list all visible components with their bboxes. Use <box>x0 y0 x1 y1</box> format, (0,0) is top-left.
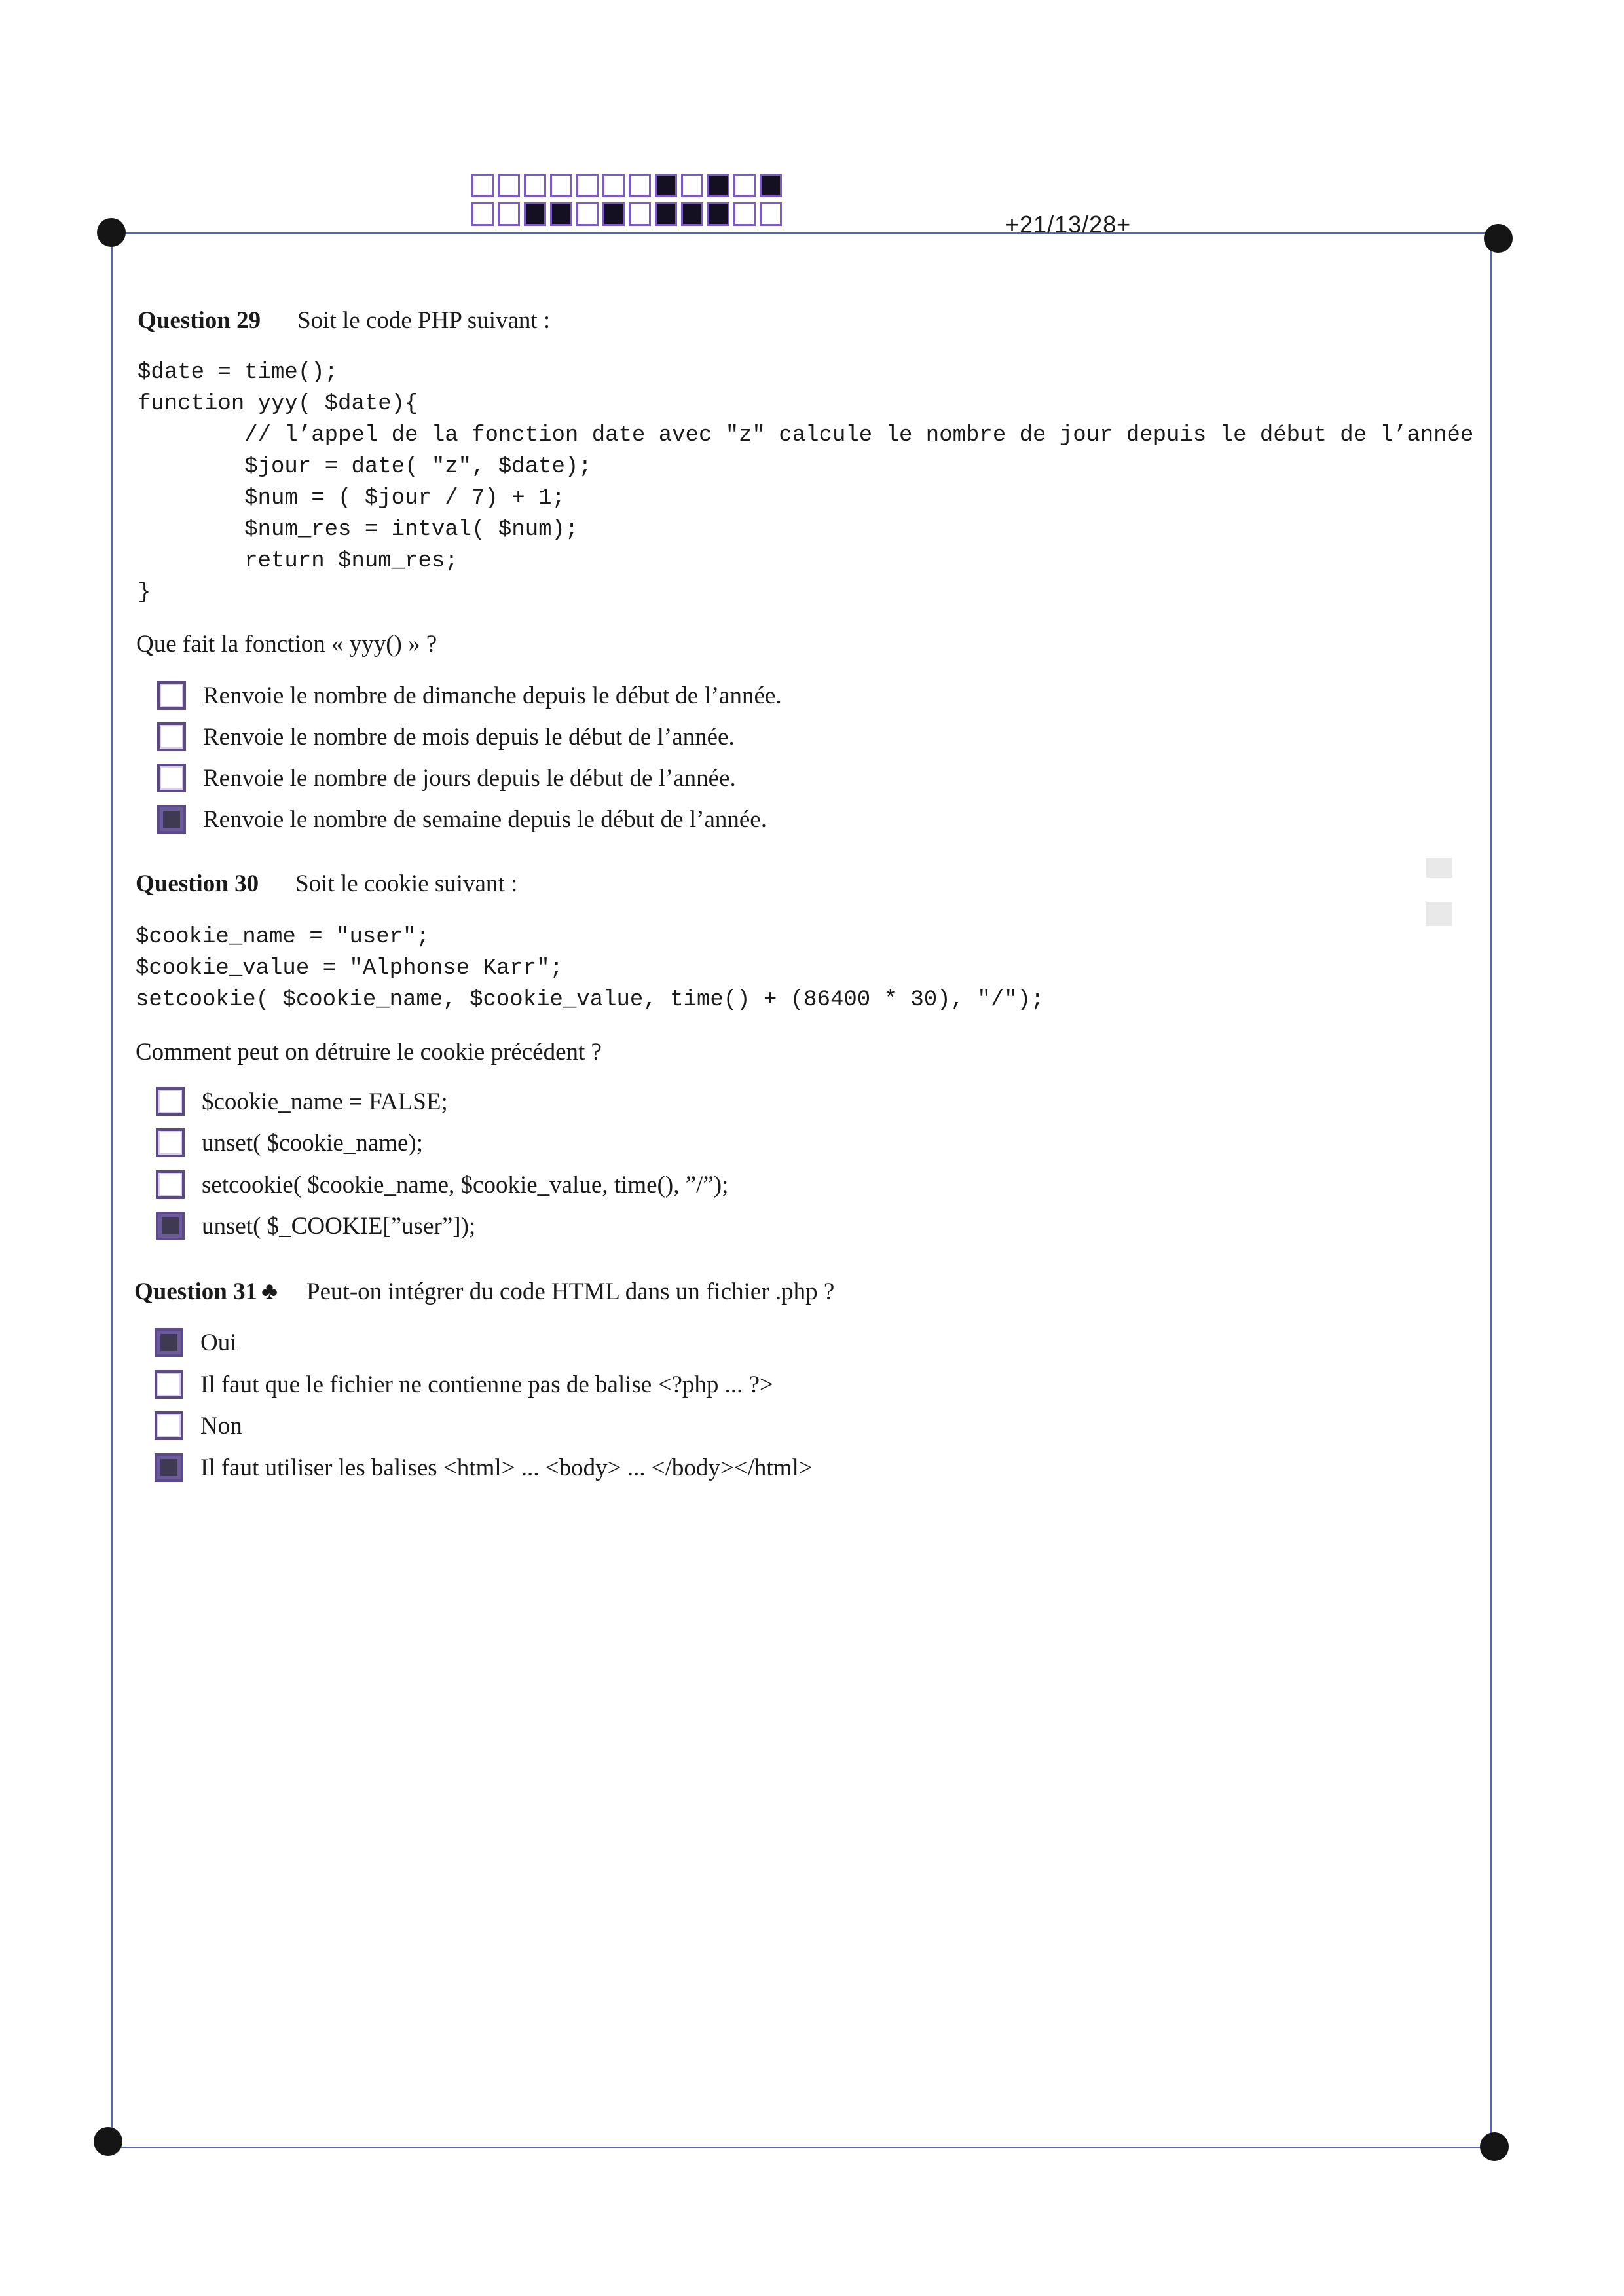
barcode-cell <box>550 174 572 197</box>
question-title: Soit le cookie suivant : <box>295 870 518 897</box>
barcode-cell <box>733 174 756 197</box>
question-number: Question 29 <box>138 307 261 334</box>
barcode-cell <box>655 174 677 197</box>
answer-checkbox-checked[interactable] <box>157 805 186 834</box>
barcode-cell <box>602 202 625 226</box>
answer-label: Renvoie le nombre de jours depuis le début de l’année. <box>203 764 736 792</box>
barcode-cell <box>524 202 546 226</box>
answer-checkbox[interactable] <box>156 1087 185 1116</box>
php-code-block: $date = time(); function yyy( $date){ // l’appel de la fonction date avec "z" calcule le nombre de jour depuis le début de l’année $jour = date( "z", $date); $num = ( $jour / 7) + 1; $num_res = intval( $num); return $num_res; } <box>138 360 1474 605</box>
answer-label: unset( $cookie_name); <box>202 1129 424 1157</box>
barcode-cell <box>471 174 494 197</box>
corner-marker-top-right <box>1484 224 1513 253</box>
barcode-cell <box>524 174 546 197</box>
answer-checkbox-checked[interactable] <box>155 1453 183 1482</box>
answer-option[interactable] <box>155 1370 773 1399</box>
answer-checkbox[interactable] <box>155 1411 183 1440</box>
question-29-heading <box>138 306 550 335</box>
corner-marker-bottom-right <box>1480 2132 1509 2161</box>
answer-label: Oui <box>200 1329 237 1356</box>
php-code-block: $cookie_name = "user"; $cookie_value = "Alphonse Karr"; setcookie( $cookie_name, $cookie_value, time() + (86400 * 30), "/"); <box>136 925 1044 1012</box>
club-icon: ♣ <box>261 1278 278 1305</box>
answer-option[interactable] <box>155 1328 237 1357</box>
barcode-cell <box>655 202 677 226</box>
answer-option[interactable] <box>156 1087 448 1116</box>
answer-option[interactable] <box>157 764 736 792</box>
question-prompt: Comment peut on détruire le cookie précédent ? <box>136 1039 602 1065</box>
barcode-cell <box>681 174 703 197</box>
answer-label: Renvoie le nombre de mois depuis le début de l’année. <box>203 723 735 750</box>
question-number: Question 31 <box>134 1278 258 1305</box>
answer-option[interactable] <box>156 1212 475 1240</box>
question-prompt: Que fait la fonction « yyy() » ? <box>136 631 437 657</box>
answer-option[interactable] <box>157 805 767 834</box>
barcode-cell <box>760 174 782 197</box>
question-30-heading <box>136 870 517 898</box>
answer-label: Il faut utiliser les balises <html> ... <body> ... </body></html> <box>200 1454 813 1481</box>
answer-checkbox[interactable] <box>157 722 186 751</box>
answer-label: Il faut que le fichier ne contienne pas de balise <?php ... ?> <box>200 1371 773 1398</box>
barcode-cell <box>602 174 625 197</box>
answer-option[interactable] <box>156 1170 728 1199</box>
answer-checkbox[interactable] <box>156 1170 185 1199</box>
barcode-cell <box>576 202 599 226</box>
answer-label: Renvoie le nombre de semaine depuis le début de l’année. <box>203 805 767 833</box>
answer-option[interactable] <box>157 681 782 710</box>
answer-checkbox-checked[interactable] <box>156 1212 185 1240</box>
answer-label: setcookie( $cookie_name, $cookie_value, time(), ”/”); <box>202 1171 729 1198</box>
answer-label: $cookie_name = FALSE; <box>202 1088 448 1115</box>
question-number: Question 30 <box>136 870 259 897</box>
barcode-cell <box>498 202 520 226</box>
barcode-row-top <box>471 174 786 197</box>
answer-label: unset( $_COOKIE[”user”]); <box>202 1212 476 1240</box>
answer-checkbox[interactable] <box>157 681 186 710</box>
answer-checkbox[interactable] <box>155 1370 183 1399</box>
barcode-cell <box>471 202 494 226</box>
page-identifier: +21/13/28+ <box>1005 211 1132 238</box>
barcode-cell <box>498 174 520 197</box>
answer-label: Non <box>200 1412 242 1439</box>
barcode-row-bottom <box>471 202 786 226</box>
answer-checkbox[interactable] <box>157 764 186 792</box>
corner-marker-top-left <box>97 218 126 247</box>
answer-option[interactable] <box>155 1411 242 1440</box>
page-barcode <box>471 174 786 226</box>
barcode-cell <box>629 202 651 226</box>
barcode-cell <box>681 202 703 226</box>
scan-artifact <box>1426 858 1452 878</box>
barcode-cell <box>707 202 729 226</box>
barcode-cell <box>550 202 572 226</box>
answer-label: Renvoie le nombre de dimanche depuis le début de l’année. <box>203 682 782 709</box>
corner-marker-bottom-left <box>94 2127 122 2156</box>
question-title: Peut-on intégrer du code HTML dans un fichier .php ? <box>306 1278 835 1305</box>
barcode-cell <box>576 174 599 197</box>
barcode-cell <box>707 174 729 197</box>
answer-option[interactable] <box>157 722 735 751</box>
question-title: Soit le code PHP suivant : <box>297 307 551 334</box>
answer-option[interactable] <box>155 1453 813 1482</box>
scan-artifact <box>1426 902 1452 926</box>
barcode-cell <box>733 202 756 226</box>
question-31-heading <box>134 1277 834 1306</box>
barcode-cell <box>629 174 651 197</box>
barcode-cell <box>760 202 782 226</box>
answer-checkbox[interactable] <box>156 1128 185 1157</box>
answer-option[interactable] <box>156 1128 423 1157</box>
answer-checkbox-checked[interactable] <box>155 1328 183 1357</box>
